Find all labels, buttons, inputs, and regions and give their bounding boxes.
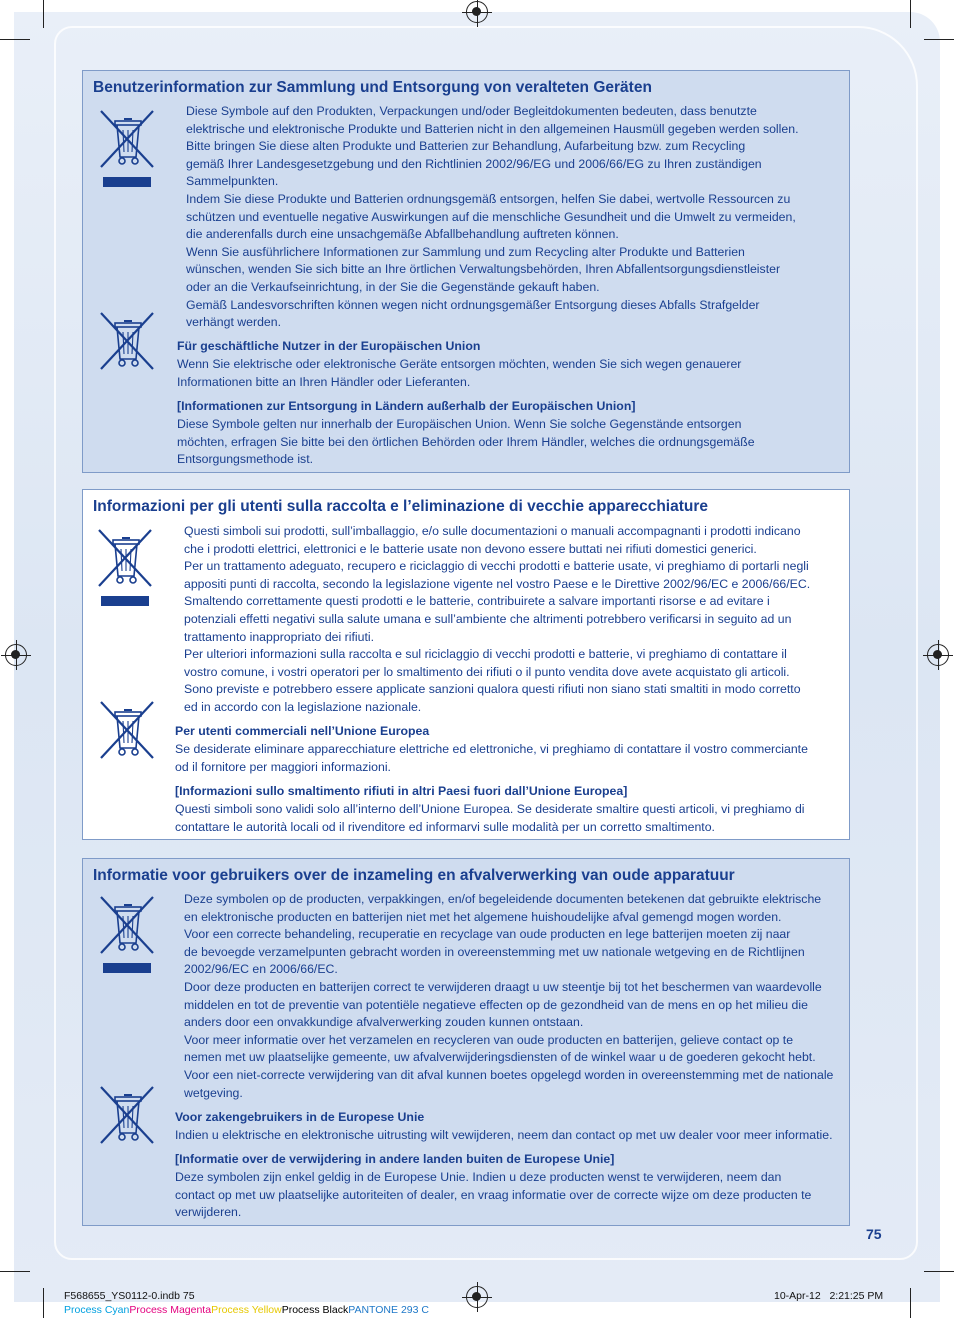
main-paragraph [186,103,846,332]
business-users-text [175,1127,847,1145]
business-users-heading: Per utenti commerciali nell’Unione Europea [175,724,430,738]
bin-solid-bar [103,177,151,187]
text-line: trattamento inappropriato dei rifiuti. [184,629,375,644]
text-line: Voor meer informatie over het verzamelen en recycleren van oude producten en batterijen, gelieve contact op te [184,1032,794,1047]
text-line: ed in accordo con la legislazione nazionale. [184,699,422,714]
text-line: die anderenfalls durch eine unsachgemäße Abfallbehandlung auftreten können. [186,227,619,242]
text-line: Diese Symbole gelten nur innerhalb der Europäischen Union. Wenn Sie solche Gegenstände entsorgen [177,417,742,431]
text-line: Voor een niet-correcte verwijdering van dit afval kunnen boetes opgelegd worden in overeenstemming met de nationale [184,1067,834,1082]
crop-mark [0,1271,30,1272]
outside-eu-heading: [Informazioni sullo smaltimento rifiuti in altri Paesi fuori dall’Unione Europea] [175,784,628,798]
section-german [82,70,850,473]
text-line: appositi punti di raccolta, secondo la legislazione vigente nel vostro Paese e le Direttive 2002/96/EC e 2006/66/EC. [184,576,811,591]
crop-mark [0,39,30,40]
crossed-out-wheelie-bin-icon [99,107,157,187]
text-line: Indem Sie diese Produkte und Batterien ordnungsgemäß entsorgen, helfen Sie dabei, wertvolle Ressourcen zu [186,191,791,206]
text-line: oder an die Verkaufseinrichtung, in der Sie die Gegenstände gekauft haben. [186,279,600,294]
text-line: Deze symbolen zijn enkel geldig in de Europese Unie. Indien u deze producten wenst te verwijderen, neem dan [175,1170,782,1184]
bin-solid-bar [103,963,151,973]
section-italian [82,489,850,840]
crossed-out-wheelie-bin-icon [99,893,157,973]
crop-mark [910,1288,911,1318]
text-line: schützen und eventuelle negative Auswirkungen auf die menschliche Gesundheit und die Umwelt zu vermeiden, [186,209,796,224]
process-yellow-label: Process Yellow [211,1304,282,1316]
text-line: che i prodotti elettrici, elettronici e le batterie usate non devono essere buttati nei rifiuti domestici generici. [184,541,757,556]
crop-mark [43,0,44,28]
bin-solid-bar [101,596,149,606]
text-line: Sono previste e potrebbero essere applicate sanzioni qualora questi rifiuti non siano stati smaltiti in modo corretto [184,682,801,697]
text-line: Smaltendo correttamente questi prodotti e le batterie, contribuirete a salvare importanti risorse e ad evitare i [184,594,770,609]
text-line: Questi simboli sui prodotti, sull’imballaggio, e/o sulle documentazioni o manuali accompagnanti i prodotti indicano [184,524,801,538]
registration-mark-icon [927,644,949,666]
registration-mark-icon [466,1286,488,1308]
text-line: verwijderen. [175,1205,242,1220]
text-line: wetgeving. [184,1085,243,1100]
text-line: vostro comune, i vostri operatori per lo smaltimento dei rifiuti o il punto vendita dove avete acquistato gli articoli. [184,664,790,679]
text-line: wünschen, wenden Sie sich bitte an Ihre örtlichen Verwaltungsbehörden, Ihren Abfallentsorgungsdienstleister [186,262,781,277]
main-paragraph [184,891,849,1102]
outside-eu-heading: [Informatie over de verwijdering in andere landen buiten de Europese Unie] [175,1152,615,1166]
crop-mark [43,1288,44,1318]
text-line: möchten, erfragen Sie bitte bei den örtlichen Behörden oder Ihrem Händler, welches die ordnungsgemäße [177,434,755,449]
crop-mark [924,39,954,40]
text-line: en elektronische producten en batterijen niet met het algemene huishoudelijke afval gemengd mogen worden. [184,909,782,924]
crop-mark [910,0,911,28]
business-users-text [175,741,845,776]
text-line: Diese Symbole auf den Produkten, Verpackungen und/oder Begleitdokumenten bedeuten, dass benutzte [186,104,757,118]
outside-eu-heading: [Informationen zur Entsorgung in Ländern außerhalb der Europäischen Union] [177,399,636,413]
text-line: anders door een onvakkundige afvalverwerking zouden kunnen ontstaan. [184,1015,584,1030]
text-line: 2002/96/EC en 2006/66/EC. [184,962,338,977]
page-number: 75 [866,1226,882,1242]
crossed-out-wheelie-bin-icon [99,698,157,762]
text-line: middelen en tot de preventie van potentiële negatieve effecten op de gezondheid van de mens en op het milieu die [184,997,808,1012]
registration-mark-icon [466,1,488,23]
main-paragraph [184,523,844,717]
text-line: de bevoegde verzamelpunten gebracht worden in overeenstemming met uw nationale wetgeving en de Richtlijnen [184,944,805,959]
text-line: Bitte bringen Sie diese alten Produkte und Batterien zur Behandlung, Aufarbeitung bzw. zum Recycling [186,139,746,154]
crossed-out-wheelie-bin-icon [97,526,155,606]
process-cyan-label: Process Cyan [64,1304,130,1316]
text-line: Wenn Sie ausführlichere Informationen zur Sammlung und zum Recycling alter Produkte und Batterien [186,244,745,259]
text-line: Per un trattamento adeguato, recupero e riciclaggio di vecchi prodotti e batterie usate, vi preghiamo di portarli negli [184,559,809,574]
pantone-label: PANTONE 293 C [348,1304,429,1316]
text-line: Se desiderate eliminare apparecchiature elettriche ed elettroniche, vi preghiamo di contattare il vostro commerciante [175,742,808,756]
business-users-text [177,356,842,391]
text-line: contattare le autorità locali od il rivenditore ed informarvi sulle modalità per un corretto smaltimento. [175,819,715,834]
crop-mark [924,1271,954,1272]
text-line: Questi simboli sono validi solo all’interno dell’Unione Europea. Se desiderate smaltire questi articoli, vi preghiamo di [175,802,805,816]
text-line: potenziali effetti negativi sulla salute umana e sull’ambiente che altrimenti potrebbero verificarsi in seguito ad un [184,611,792,626]
registration-mark-icon [5,644,27,666]
business-users-heading: Für geschäftliche Nutzer in der Europäischen Union [177,339,481,353]
text-line: verhängt werden. [186,315,282,330]
outside-eu-text [175,801,845,836]
outside-eu-text [175,1169,847,1222]
text-line: nemen met uw plaatselijke gemeente, uw afvalverwijderingsdiensten of de winkel waar u de goederen gekocht hebt. [184,1050,816,1065]
footer-timestamp: 10-Apr-12 2:21:25 PM [774,1290,884,1302]
section-dutch [82,858,850,1226]
process-magenta-label: Process Magenta [129,1304,212,1316]
section-title: Benutzerinformation zur Sammlung und Entsorgung von veralteten Geräten [93,79,652,96]
text-line: od il fornitore per maggiori informazioni. [175,759,391,774]
text-line: Entsorgungsmethode ist. [177,452,314,467]
text-line: Deze symbolen op de producten, verpakkingen, en/of begeleidende documenten betekenen dat gebruikte elektrische [184,892,822,906]
process-black-label: Process Black [281,1304,349,1316]
crossed-out-wheelie-bin-icon [99,1083,157,1147]
text-line: elektrische und elektronische Produkte und Batterien nicht in den allgemeinen Hausmüll gegeben werden sollen. [186,121,799,136]
text-line: contact op met uw plaatselijke autoriteiten of dealer, en vraag informatie over de correcte wijze om deze producten te [175,1187,812,1202]
outside-eu-text [177,416,842,469]
text-line: Wenn Sie elektrische oder elektronische Geräte entsorgen möchten, wenden Sie sich wegen genauerer [177,357,742,371]
footer-file-info: F568655_YS0112-0.indb 75 [64,1290,195,1302]
text-line: Gemäß Landesvorschriften können wegen nicht ordnungsgemäßer Entsorgung dieses Abfalls Strafgelder [186,297,760,312]
text-line: gemäß Ihrer Landesgesetzgebung und den Richtlinien 2002/96/EG und 2006/66/EG zu Ihren zuständigen [186,156,762,171]
text-line: Informationen bitte an Ihren Händler oder Lieferanten. [177,374,471,389]
text-line: Door deze producten en batterijen correct te verwijderen draagt u uw steentje bij tot het beschermen van waardevolle [184,979,822,994]
section-title: Informazioni per gli utenti sulla raccolta e l’eliminazione di vecchie apparecchiature [93,498,709,515]
text-line: Indien u elektrische en elektronische uitrusting wilt vewijderen, neem dan contact op met uw dealer voor meer informatie. [175,1128,833,1142]
text-line: Sammelpunkten. [186,174,279,189]
text-line: Per ulteriori informazioni sulla raccolta e sul riciclaggio di vecchi prodotti e batterie, vi preghiamo di contattare il [184,647,787,662]
business-users-heading: Voor zakengebruikers in de Europese Unie [175,1110,425,1124]
color-separation-bar [64,1304,429,1316]
crossed-out-wheelie-bin-icon [99,309,157,373]
text-line: Voor een correcte behandeling, recuperatie en recyclage van oude producten en lege batterijen moeten zij naar [184,927,791,942]
section-title: Informatie voor gebruikers over de inzameling en afvalverwerking van oude apparatuur [93,867,735,884]
